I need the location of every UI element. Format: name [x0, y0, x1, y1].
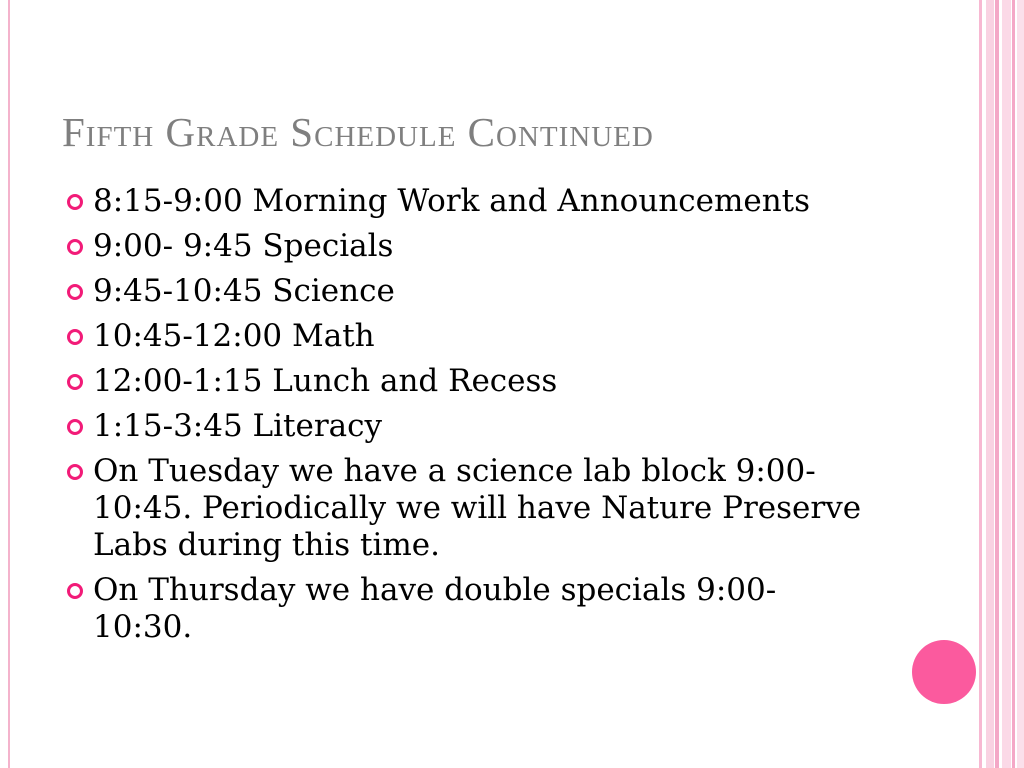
list-item	[64, 453, 864, 564]
list-item	[64, 273, 864, 310]
list-item-text: 9:00- 9:45 Specials	[93, 228, 394, 264]
ring-bullet-icon	[67, 464, 83, 480]
list-item-text: 9:45-10:45 Science	[93, 273, 395, 309]
right-border-stripe	[1017, 0, 1024, 768]
right-border-stripe	[979, 0, 982, 768]
decorative-circle-icon	[912, 640, 976, 704]
ring-bullet-icon	[67, 583, 83, 599]
schedule-list	[64, 183, 864, 654]
list-item-text: On Thursday we have double specials 9:00-10:30.	[93, 572, 777, 645]
ring-bullet-icon	[67, 419, 83, 435]
list-item-text: 1:15-3:45 Literacy	[93, 408, 383, 444]
list-item	[64, 228, 864, 265]
right-border-stripe	[1002, 0, 1011, 768]
list-item-text: 8:15-9:00 Morning Work and Announcements	[93, 183, 811, 219]
list-item	[64, 572, 864, 646]
ring-bullet-icon	[67, 329, 83, 345]
list-item	[64, 408, 864, 445]
ring-bullet-icon	[67, 284, 83, 300]
left-border-line	[8, 0, 10, 768]
list-item	[64, 363, 864, 400]
right-border-stripe	[1012, 0, 1015, 768]
right-border-stripe	[986, 0, 994, 768]
slide-title: Fifth Grade Schedule Continued	[62, 109, 654, 155]
ring-bullet-icon	[67, 194, 83, 210]
ring-bullet-icon	[67, 239, 83, 255]
list-item	[64, 318, 864, 355]
list-item-text: 12:00-1:15 Lunch and Recess	[93, 363, 558, 399]
list-item-text: On Tuesday we have a science lab block 9:00-10:45. Periodically we will have Nature Preserve Labs during this time.	[93, 453, 862, 563]
list-item	[64, 183, 864, 220]
ring-bullet-icon	[67, 374, 83, 390]
list-item-text: 10:45-12:00 Math	[93, 318, 375, 354]
right-border-stripe	[995, 0, 999, 768]
